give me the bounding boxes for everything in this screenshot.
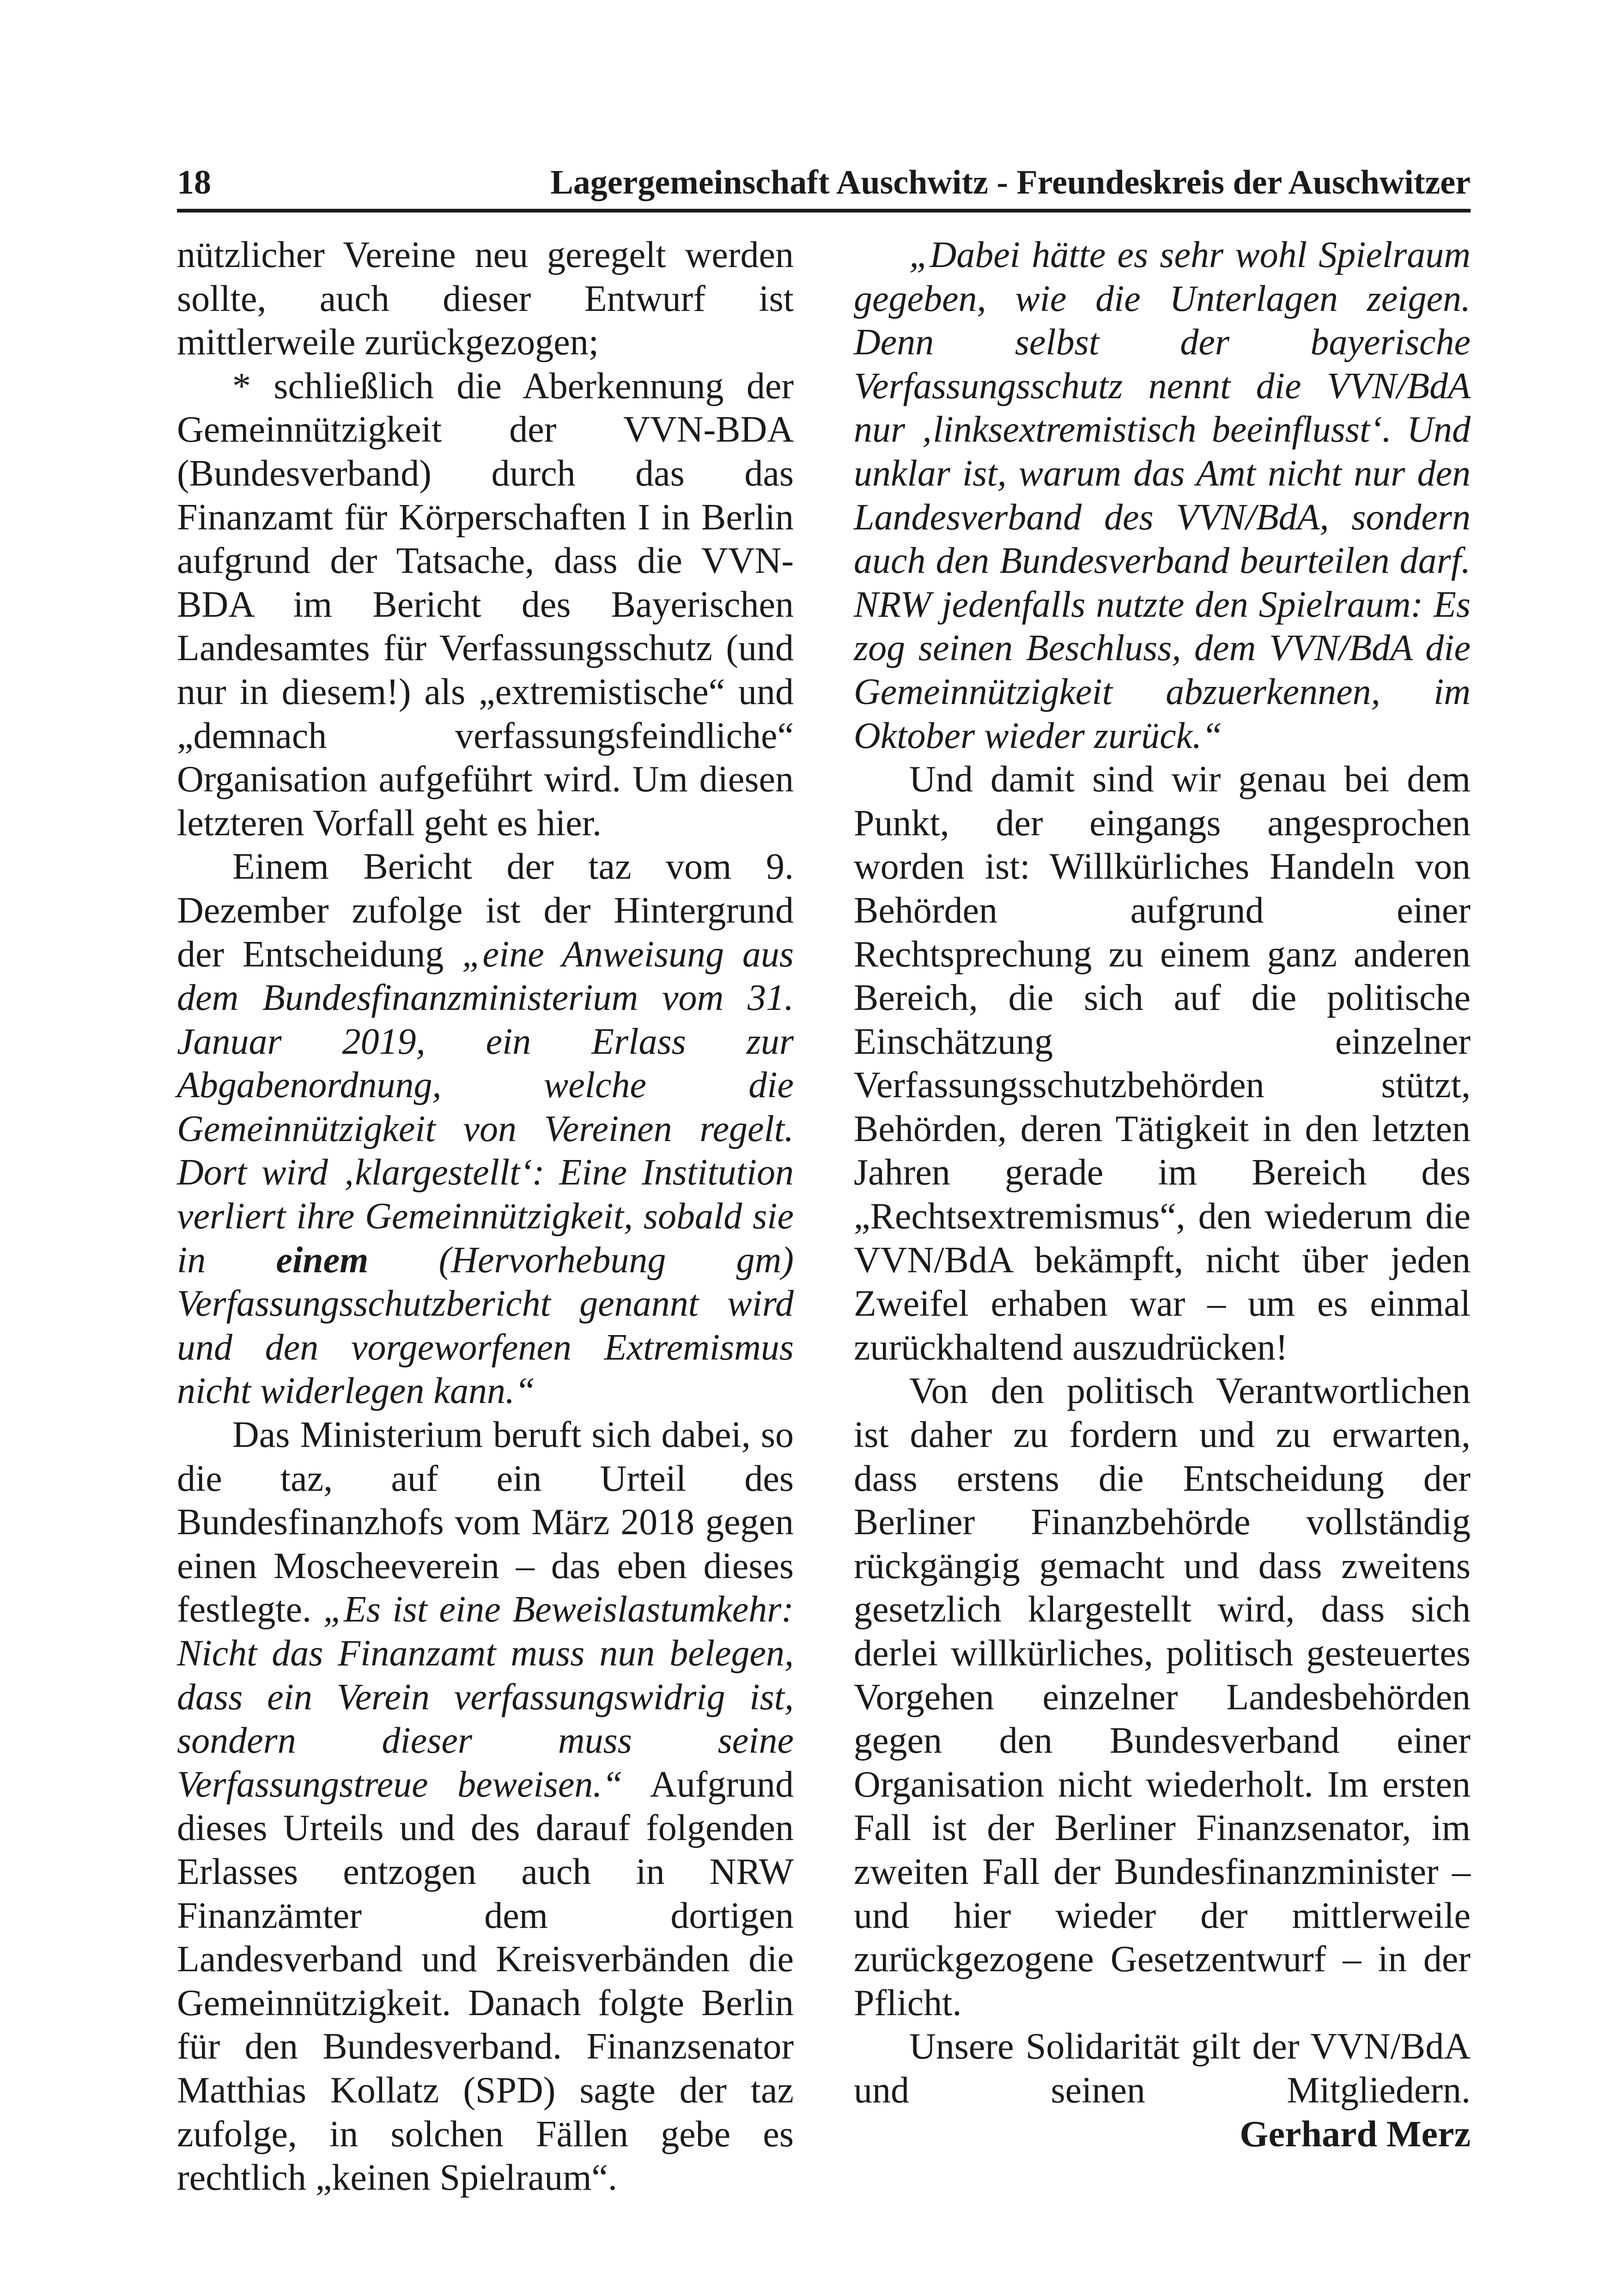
left-column	[177, 233, 794, 2200]
paragraph: Und damit sind wir genau bei dem Punkt, der eingangs angesprochen worden ist: Willkürliches Handeln von Behörden aufgrund einer Rechtsprechung zu einem ganz anderen Bereich, die sich auf die politische Einschätzung einzelner Verfassungsschutzbehörden stützt, Behörden, deren Tätigkeit in den letzten Jahren gerade im Bereich des „Rechtsextremismus“, den wiederum die VVN/BdA bekämpft, nicht über jeden Zweifel erhaben war – um es einmal zurückhaltend auszudrücken!	[854, 759, 1471, 1368]
paragraph: Von den politisch Verantwortlichen ist daher zu fordern und zu erwarten, dass erstens die Entscheidung der Berliner Finanzbehörde vollständig rückgängig gemacht und dass zweitens gesetzlich klargestellt wird, dass sich derlei willkürliches, politisch gesteuertes Vorgehen einzelner Landesbehörden gegen den Bundesverband einer Organisation nicht wiederholt. Im ersten Fall ist der Berliner Finanzsenator, im zweiten Fall der Bundesfinanzminister – und hier wieder der mittlerweile zurückgezogene Gesetzentwurf – in der Pflicht.	[854, 1371, 1471, 2023]
paragraph: nützlicher Vereine neu geregelt werden sollte, auch dieser Entwurf ist mittlerweile zurückgezogen;	[177, 235, 794, 363]
paragraph: Unsere Solidarität gilt der VVN/BdA und seinen Mitgliedern.	[854, 2026, 1471, 2111]
text-run: Einem Bericht der taz vom 9. Dezember zufolge ist der Hintergrund der Entscheidung	[177, 846, 794, 975]
quote-italic: „Es ist eine Beweislastumkehr: Nicht das Finanzamt muss nun belegen, dass ein Verein verfassungswidrig ist, sondern dieser muss seine Verfassungstreue beweisen.“	[177, 1589, 794, 1805]
emphasis-bold-italic: einem	[276, 1239, 369, 1281]
quote-italic: „eine Anweisung aus dem Bundesfinanzministerium vom 31. Januar 2019, ein Erlass zur Abgabenordnung, welche die Gemeinnützigkeit von Vereinen regelt. Dort wird ‚klargestellt‘: Eine Institution verliert ihre Gemeinnützigkeit, sobald sie in	[177, 934, 794, 1281]
text-run: Das Ministerium beruft sich dabei, so die taz, auf ein Urteil des Bundesfinanzhofs vom März 2018 gegen einen Moscheeverein – das eben dieses festlegte.	[177, 1415, 794, 1630]
paragraph	[177, 1413, 794, 2200]
right-column	[854, 233, 1471, 2156]
header-rule	[177, 209, 1471, 213]
paragraph	[854, 233, 1471, 758]
page-number: 18	[177, 164, 211, 201]
paragraph: * schließlich die Aberkennung der Gemeinnützigkeit der VVN-BDA (Bundesverband) durch das das Finanzamt für Körperschaften I in Berlin aufgrund der Tatsache, dass die VVN-BDA im Bericht des Bayerischen Landesamtes für Verfassungsschutz (und nur in diesem!) als „extremistische“ und „demnach verfassungsfeindliche“ Organisation aufgeführt wird. Um diesen letzteren Vorfall geht es hier.	[177, 365, 794, 844]
author-signature: Gerhard Merz	[1240, 2114, 1471, 2155]
page-header	[177, 162, 1471, 203]
running-title: Lagergemeinschaft Auschwitz - Freundeskreis der Auschwitzer	[550, 164, 1471, 201]
quote-italic: (Hervorhebung gm) Verfassungsschutzbericht genannt wird und den vorgeworfenen Extremismus nicht widerlegen kann.“	[177, 1239, 794, 1412]
text-run: Aufgrund dieses Urteils und des darauf folgenden Erlasses entzogen auch in NRW Finanzämter dem dortigen Landesverband und Kreisverbänden die Gemeinnützigkeit. Danach folgte Berlin für den Bundesverband. Finanzsenator Matthias Kollatz (SPD) sagte der taz zufolge, in solchen Fällen gebe es rechtlich „keinen Spielraum“.	[177, 1764, 794, 2199]
quote-italic: „Dabei hätte es sehr wohl Spielraum gegeben, wie die Unterlagen zeigen. Denn selbst der bayerische Verfassungsschutz nennt die VVN/BdA nur ‚linksextremistisch beeinflusst‘. Und unklar ist, warum das Amt nicht nur den Landesverband des VVN/BdA, sondern auch den Bundesverband beurteilen darf. NRW jedenfalls nutzte den Spielraum: Es zog seinen Beschluss, dem VVN/BdA die Gemeinnützigkeit abzuerkennen, im Oktober wieder zurück.“	[854, 235, 1471, 756]
paragraph	[177, 845, 794, 1413]
